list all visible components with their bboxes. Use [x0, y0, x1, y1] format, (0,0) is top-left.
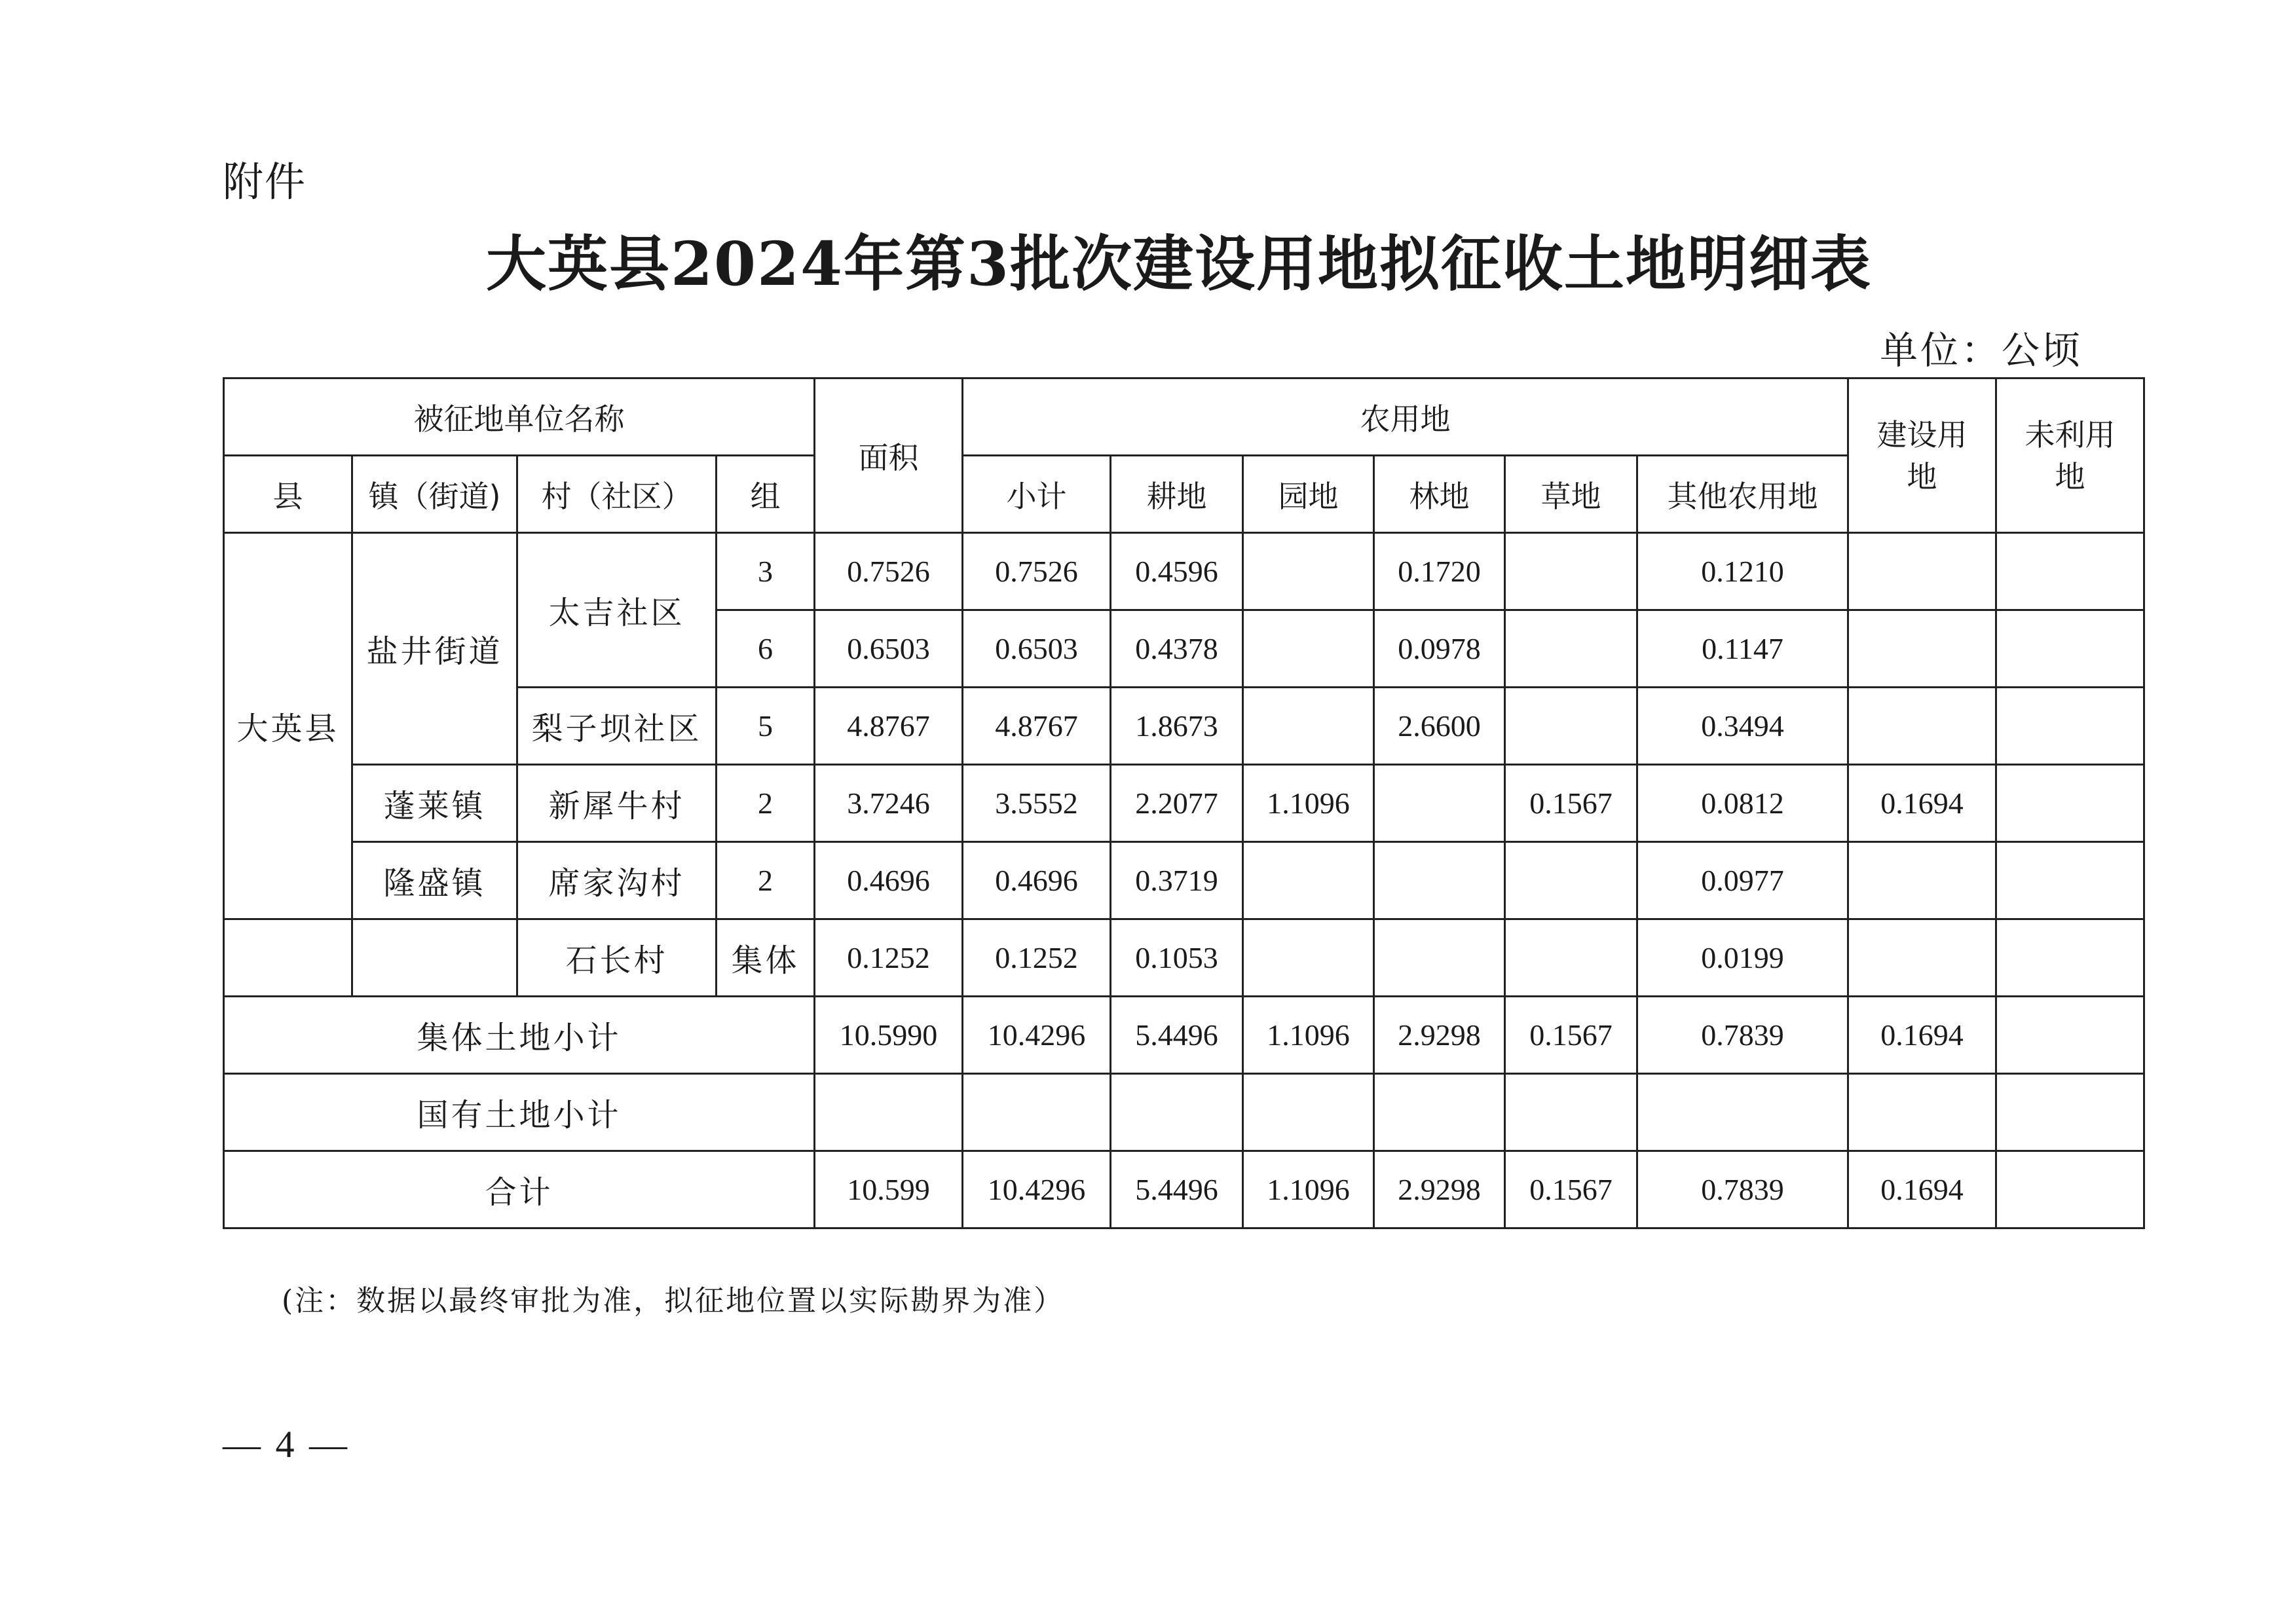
cell-cultivated: 5.4496 [1111, 1151, 1243, 1228]
cell-other-agri [1637, 1074, 1848, 1151]
header-village: 村（社区） [517, 456, 717, 533]
cell-construction: 0.1694 [1848, 997, 1996, 1074]
cell-garden [1243, 533, 1374, 610]
cell-town: 蓬莱镇 [352, 765, 517, 842]
cell-forest: 2.9298 [1374, 997, 1505, 1074]
table-row [224, 919, 2144, 997]
cell-unused [1996, 533, 2144, 610]
cell-forest: 0.0978 [1374, 610, 1505, 688]
cell-area: 4.8767 [815, 688, 963, 765]
table-header-row-1 [224, 378, 2144, 456]
cell-construction [1848, 688, 1996, 765]
cell-construction [1848, 842, 1996, 919]
total-label: 合计 [224, 1151, 815, 1228]
cell-construction: 0.1694 [1848, 765, 1996, 842]
header-unused-land-text: 未利用地 [2024, 416, 2116, 494]
header-grass: 草地 [1505, 456, 1637, 533]
cell-village: 梨子坝社区 [517, 688, 717, 765]
cell-subtotal: 0.6503 [963, 610, 1111, 688]
cell-grass: 0.1567 [1505, 765, 1637, 842]
cell-forest: 2.9298 [1374, 1151, 1505, 1228]
cell-grass: 0.1567 [1505, 997, 1637, 1074]
header-unit-name: 被征地单位名称 [224, 378, 815, 456]
cell-group: 3 [717, 533, 815, 610]
cell-grass: 0.1567 [1505, 1151, 1637, 1228]
cell-area: 3.7246 [815, 765, 963, 842]
header-other-agri: 其他农用地 [1637, 456, 1848, 533]
cell-forest [1374, 919, 1505, 997]
collective-subtotal-row [224, 997, 2144, 1074]
cell-forest: 2.6600 [1374, 688, 1505, 765]
cell-grass [1505, 688, 1637, 765]
cell-cultivated: 0.4596 [1111, 533, 1243, 610]
cell-garden: 1.1096 [1243, 1151, 1374, 1228]
unit-label: 单位：公顷 [1880, 328, 2083, 373]
page-number: — 4 — [223, 1423, 350, 1466]
cell-cultivated: 1.8673 [1111, 688, 1243, 765]
cell-other-agri: 0.0199 [1637, 919, 1848, 997]
cell-other-agri: 0.7839 [1637, 1151, 1848, 1228]
cell-area: 0.4696 [815, 842, 963, 919]
cell-subtotal: 0.1252 [963, 919, 1111, 997]
cell-cultivated: 5.4496 [1111, 997, 1243, 1074]
cell-other-agri: 0.1147 [1637, 610, 1848, 688]
cell-garden [1243, 688, 1374, 765]
cell-group: 5 [717, 688, 815, 765]
cell-other-agri: 0.1210 [1637, 533, 1848, 610]
cell-village: 席家沟村 [517, 842, 717, 919]
cell-cultivated: 2.2077 [1111, 765, 1243, 842]
header-garden: 园地 [1243, 456, 1374, 533]
cell-town: 盐井街道 [352, 533, 517, 765]
cell-cultivated: 0.1053 [1111, 919, 1243, 997]
cell-garden [1243, 842, 1374, 919]
header-construction-land [1848, 378, 1996, 533]
total-row [224, 1151, 2144, 1228]
header-cultivated: 耕地 [1111, 456, 1243, 533]
cell-grass [1505, 1074, 1637, 1151]
cell-group: 2 [717, 842, 815, 919]
cell-grass [1505, 610, 1637, 688]
cell-group: 6 [717, 610, 815, 688]
cell-forest [1374, 765, 1505, 842]
header-forest: 林地 [1374, 456, 1505, 533]
cell-area: 0.1252 [815, 919, 963, 997]
cell-unused [1996, 688, 2144, 765]
cell-unused [1996, 919, 2144, 997]
cell-garden [1243, 610, 1374, 688]
cell-other-agri: 0.0812 [1637, 765, 1848, 842]
collective-subtotal-label: 集体土地小计 [224, 997, 815, 1074]
cell-village: 太吉社区 [517, 533, 717, 688]
cell-town [352, 919, 517, 997]
cell-forest: 0.1720 [1374, 533, 1505, 610]
cell-town: 隆盛镇 [352, 842, 517, 919]
cell-other-agri: 0.3494 [1637, 688, 1848, 765]
cell-subtotal [963, 1074, 1111, 1151]
cell-group: 2 [717, 765, 815, 842]
header-subtotal: 小计 [963, 456, 1111, 533]
cell-subtotal: 10.4296 [963, 997, 1111, 1074]
header-area: 面积 [815, 378, 963, 533]
cell-unused [1996, 997, 2144, 1074]
cell-subtotal: 0.7526 [963, 533, 1111, 610]
cell-area: 10.599 [815, 1151, 963, 1228]
cell-subtotal: 4.8767 [963, 688, 1111, 765]
cell-construction [1848, 533, 1996, 610]
cell-group: 集体 [717, 919, 815, 997]
cell-area: 0.7526 [815, 533, 963, 610]
cell-cultivated: 0.4378 [1111, 610, 1243, 688]
header-construction-land-text: 建设用地 [1876, 416, 1968, 494]
cell-construction [1848, 919, 1996, 997]
cell-forest [1374, 1074, 1505, 1151]
table-row [224, 765, 2144, 842]
table-row [224, 842, 2144, 919]
cell-garden [1243, 919, 1374, 997]
header-unused-land [1996, 378, 2144, 533]
cell-unused [1996, 1074, 2144, 1151]
cell-unused [1996, 765, 2144, 842]
cell-construction [1848, 610, 1996, 688]
cell-cultivated: 0.3719 [1111, 842, 1243, 919]
header-town: 镇（街道) [352, 456, 517, 533]
cell-grass [1505, 842, 1637, 919]
cell-village: 新犀牛村 [517, 765, 717, 842]
cell-garden [1243, 1074, 1374, 1151]
cell-subtotal: 10.4296 [963, 1151, 1111, 1228]
attachment-label: 附件 [223, 158, 307, 206]
cell-area [815, 1074, 963, 1151]
cell-unused [1996, 842, 2144, 919]
cell-other-agri: 0.7839 [1637, 997, 1848, 1074]
land-detail-table [223, 377, 2145, 1229]
state-subtotal-row [224, 1074, 2144, 1151]
cell-county: 大英县 [224, 533, 352, 919]
cell-area: 10.5990 [815, 997, 963, 1074]
cell-area: 0.6503 [815, 610, 963, 688]
cell-cultivated [1111, 1074, 1243, 1151]
cell-village: 石长村 [517, 919, 717, 997]
cell-construction: 0.1694 [1848, 1151, 1996, 1228]
cell-unused [1996, 610, 2144, 688]
header-county: 县 [224, 456, 352, 533]
state-subtotal-label: 国有土地小计 [224, 1074, 815, 1151]
table-row [224, 533, 2144, 610]
cell-unused [1996, 1151, 2144, 1228]
header-agri-land: 农用地 [963, 378, 1848, 456]
cell-subtotal: 3.5552 [963, 765, 1111, 842]
cell-subtotal: 0.4696 [963, 842, 1111, 919]
cell-forest [1374, 842, 1505, 919]
header-group: 组 [717, 456, 815, 533]
cell-other-agri: 0.0977 [1637, 842, 1848, 919]
cell-grass [1505, 919, 1637, 997]
cell-construction [1848, 1074, 1996, 1151]
cell-garden: 1.1096 [1243, 765, 1374, 842]
page-title: 大英县2024年第3批次建设用地拟征收土地明细表 [485, 229, 1873, 299]
cell-county [224, 919, 352, 997]
cell-grass [1505, 533, 1637, 610]
footnote: (注：数据以最终审批为准，拟征地位置以实际勘界为准） [282, 1284, 1065, 1318]
cell-garden: 1.1096 [1243, 997, 1374, 1074]
